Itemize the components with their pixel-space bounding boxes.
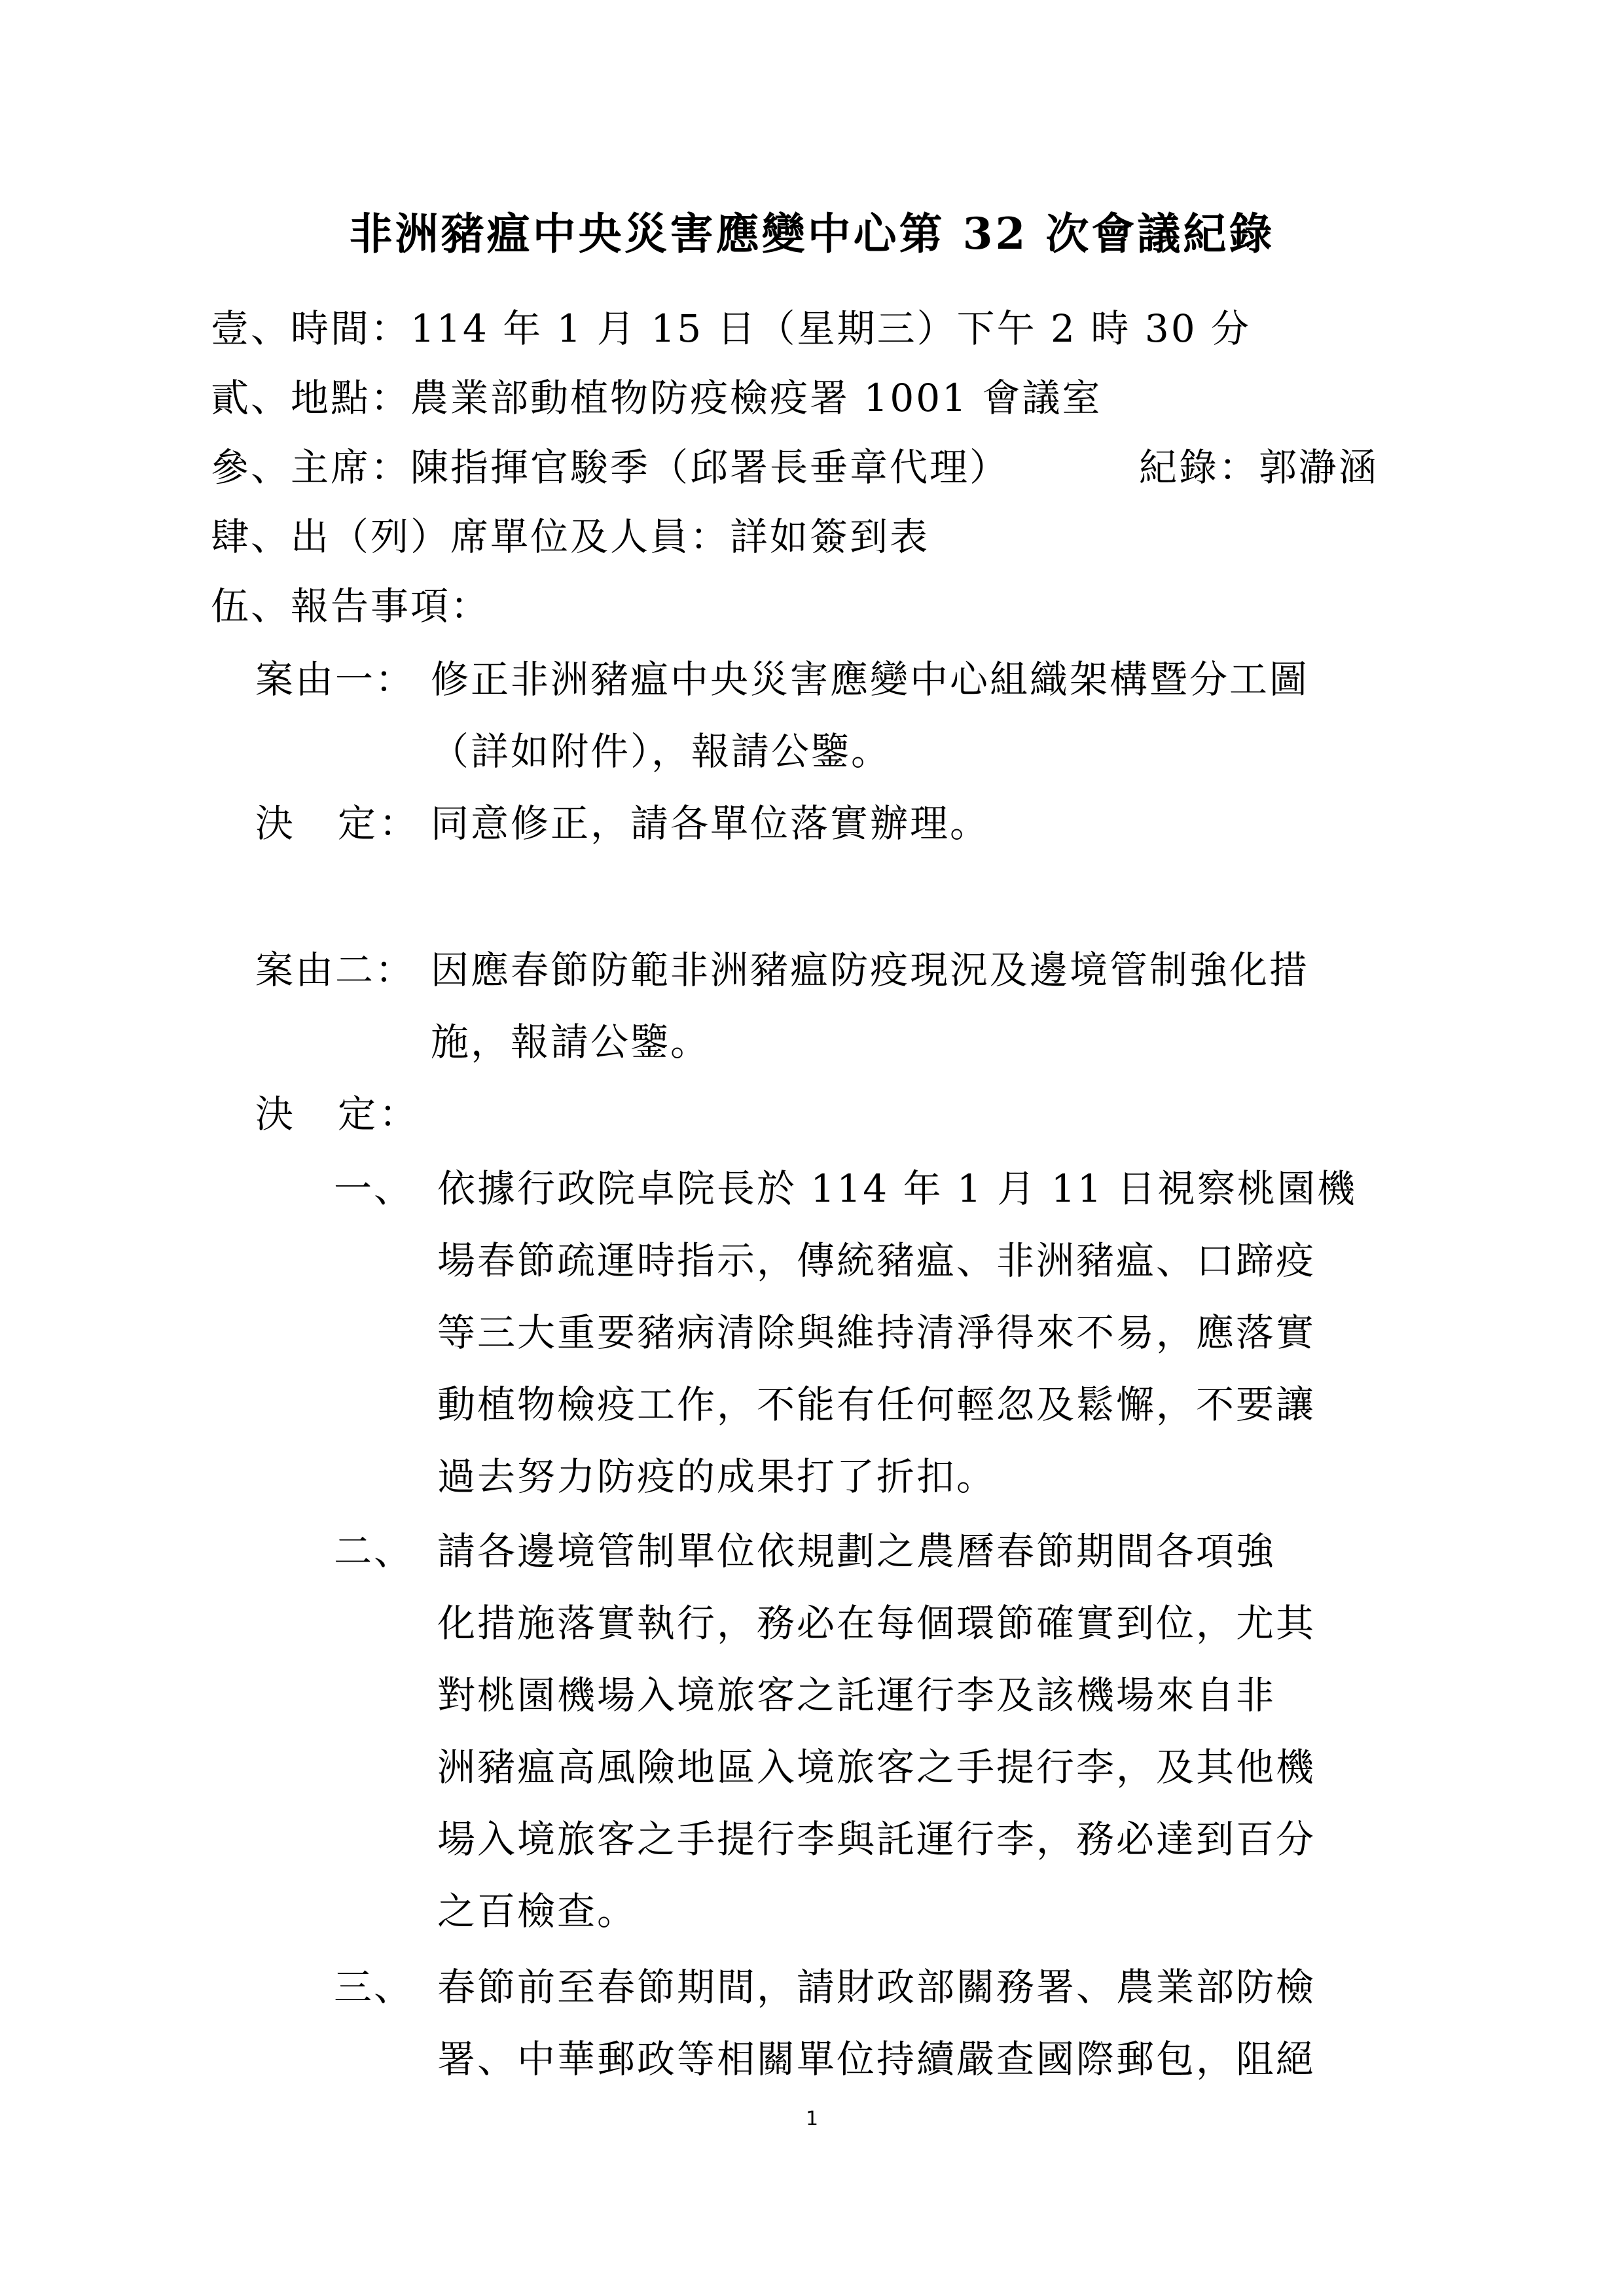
case1-decision: 同意修正，請各單位落實辦理。 bbox=[431, 801, 990, 846]
decision-2-line-1: 請各邊境管制單位依規劃之農曆春節期間各項強 bbox=[437, 1529, 1276, 1573]
decision-3-line-2: 署、中華郵政等相關單位持續嚴查國際郵包，阻絕 bbox=[437, 2037, 1316, 2081]
case2-label: 案由二： bbox=[255, 948, 416, 992]
meeting-time bbox=[211, 302, 1251, 355]
report-items-label: 伍、報告事項： bbox=[211, 584, 491, 628]
decision-2-line-2: 化措施落實執行，務必在每個環節確實到位，尤其 bbox=[437, 1601, 1316, 1645]
document-title: 非洲豬瘟中央災害應變中心第 32 次會議紀錄 bbox=[349, 208, 1275, 259]
meeting-chair-label: 參、主席： bbox=[211, 445, 411, 490]
decision-3-marker: 三、 bbox=[334, 1965, 414, 2009]
meeting-chair-value: 陳指揮官駿季（邱署長垂章代理） bbox=[410, 445, 1010, 490]
decision-2-marker: 二、 bbox=[334, 1529, 414, 1573]
decision-1-line-5: 過去努力防疫的成果打了折扣。 bbox=[437, 1454, 997, 1499]
meeting-recorder: 紀錄：郭瀞涵 bbox=[1139, 445, 1379, 490]
meeting-time-value: 114 年 1 月 15 日（星期三）下午 2 時 30 分 bbox=[410, 306, 1252, 351]
case2-line-2: 施，報請公鑒。 bbox=[431, 1020, 711, 1064]
meeting-location-value: 農業部動植物防疫檢疫署 1001 會議室 bbox=[410, 376, 1102, 420]
decision-1-line-1: 依據行政院卓院長於 114 年 1 月 11 日視察桃園機 bbox=[437, 1166, 1358, 1211]
decision-1-line-3: 等三大重要豬病清除與維持清淨得來不易，應落實 bbox=[437, 1310, 1316, 1355]
page-number: 1 bbox=[805, 2108, 819, 2130]
meeting-attendees-label: 肆、出（列）席單位及人員： bbox=[211, 514, 731, 559]
case1-line-2: （詳如附件），報請公鑒。 bbox=[431, 729, 892, 774]
decision-2-line-3: 對桃園機場入境旅客之託運行李及該機場來自非 bbox=[437, 1673, 1276, 1717]
decision-2-line-4: 洲豬瘟高風險地區入境旅客之手提行李，及其他機 bbox=[437, 1745, 1316, 1789]
meeting-attendees bbox=[211, 511, 929, 563]
meeting-location bbox=[211, 372, 1102, 424]
case1-line-1: 修正非洲豬瘟中央災害應變中心組織架構暨分工圖 bbox=[431, 657, 1310, 702]
case2-decision-label: 決 定： bbox=[255, 1092, 421, 1136]
decision-2-line-6: 之百檢查。 bbox=[437, 1889, 638, 1933]
decision-3-line-1: 春節前至春節期間，請財政部關務署、農業部防檢 bbox=[437, 1965, 1316, 2009]
case2-line-1: 因應春節防範非洲豬瘟防疫現況及邊境管制強化措 bbox=[431, 948, 1310, 992]
decision-1-line-4: 動植物檢疫工作，不能有任何輕忽及鬆懈，不要讓 bbox=[437, 1382, 1316, 1427]
meeting-time-label: 壹、時間： bbox=[211, 306, 411, 351]
report-items-heading bbox=[211, 580, 490, 632]
meeting-chair bbox=[211, 441, 1009, 493]
case1-label: 案由一： bbox=[255, 657, 416, 702]
decision-1-line-2: 場春節疏運時指示，傳統豬瘟、非洲豬瘟、口蹄疫 bbox=[437, 1238, 1316, 1283]
case1-decision-label: 決 定： bbox=[255, 801, 421, 846]
decision-1-marker: 一、 bbox=[334, 1166, 414, 1211]
meeting-attendees-value: 詳如簽到表 bbox=[730, 514, 930, 559]
decision-2-line-5: 場入境旅客之手提行李與託運行李，務必達到百分 bbox=[437, 1817, 1316, 1861]
meeting-location-label: 貳、地點： bbox=[211, 376, 411, 420]
